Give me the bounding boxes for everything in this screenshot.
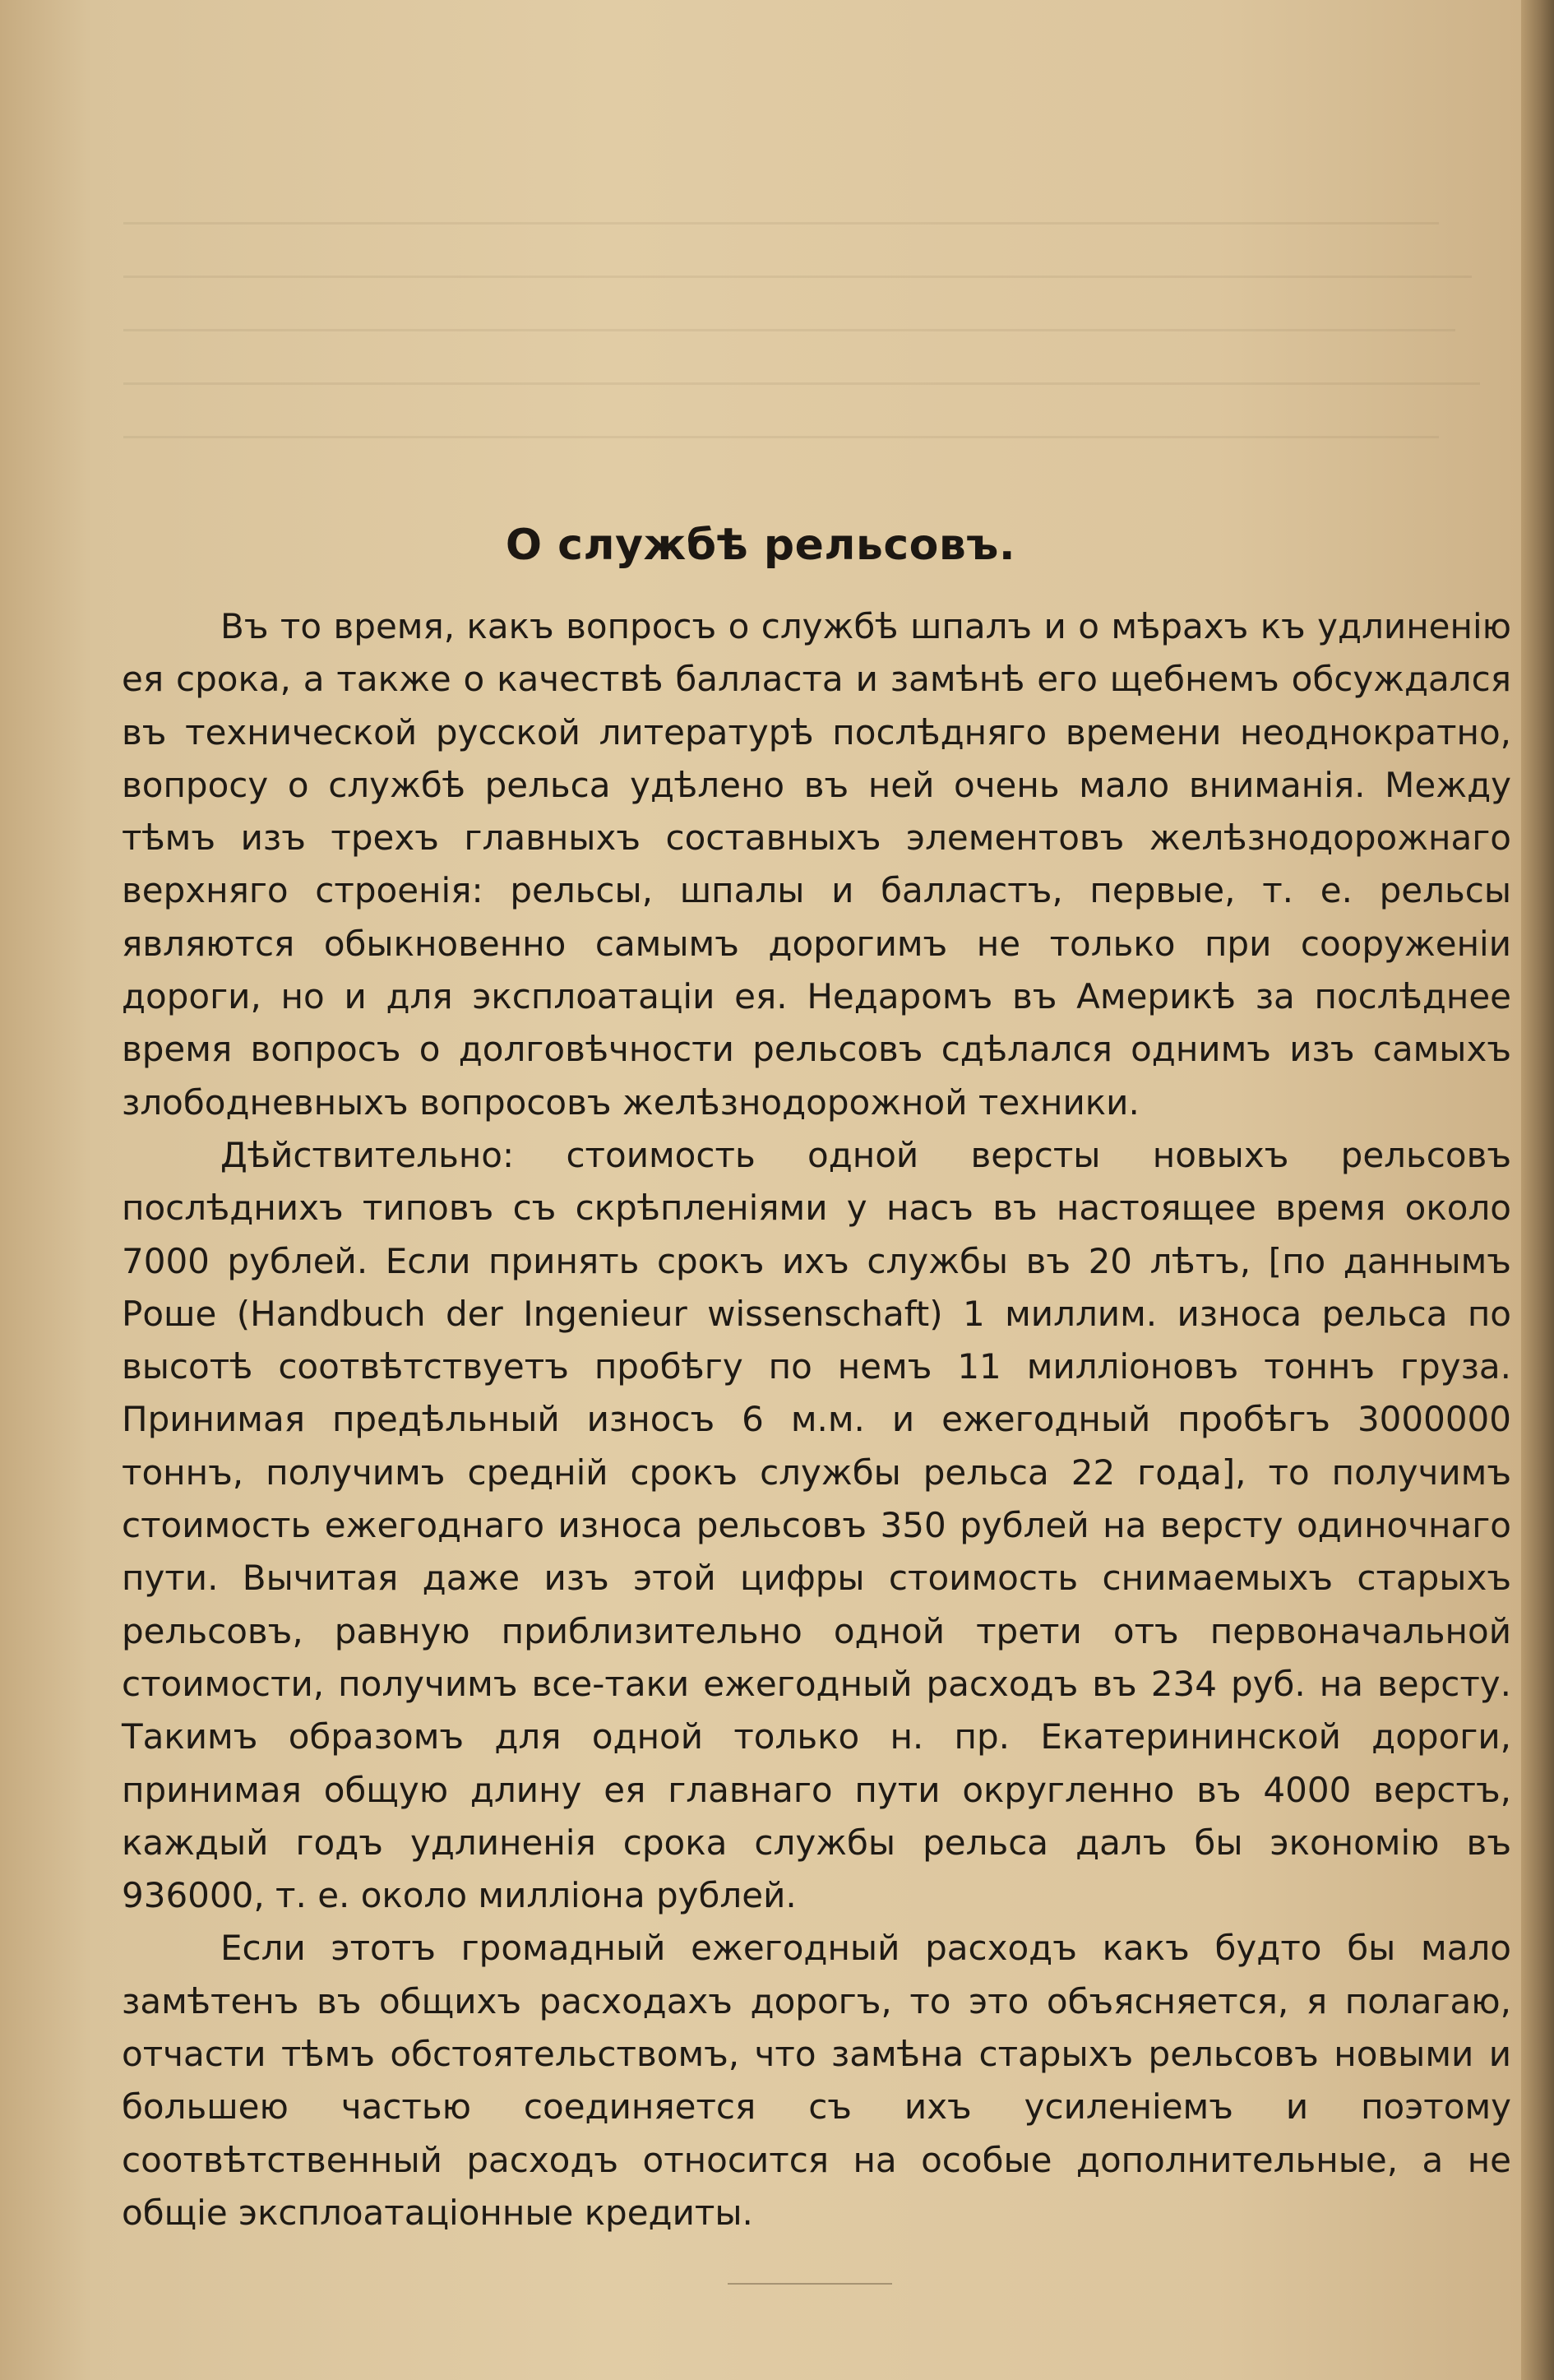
end-divider xyxy=(728,2283,892,2285)
bleed-through-line xyxy=(123,329,1455,331)
paragraph: Въ то время, какъ вопросъ о службѣ шпалъ и о мѣрахъ къ удлиненію ея срока, а также о качествѣ балласта и замѣнѣ его щебнемъ обсуждался въ технической русской литературѣ послѣдняго времени неоднократно, вопросу о службѣ рельса удѣлено въ ней очень мало вниманія. Между тѣмъ изъ трехъ главныхъ составныхъ элементовъ желѣзнодорожнаго верхняго строенія: рельсы, шпалы и балластъ, первые, т. е. рельсы являются обыкновенно самымъ дорогимъ не только при сооруженіи дороги, но и для эксплоатаціи ея. Недаромъ въ Америкѣ за послѣднее время вопросъ о долговѣчности рельсовъ сдѣлался однимъ изъ самыхъ злободневныхъ вопросовъ желѣзнодорожной техники. xyxy=(122,606,1511,1123)
bleed-through-line xyxy=(123,276,1472,278)
page-title: О службѣ рельсовъ. xyxy=(505,520,1016,570)
bleed-through-line xyxy=(123,436,1439,438)
bleed-through-line xyxy=(123,382,1480,385)
article-body xyxy=(122,600,1511,2239)
paragraph: Если этотъ громадный ежегодный расходъ какъ будто бы мало замѣтенъ въ общихъ расходахъ дорогъ, то это объясняется, я полагаю, отчасти тѣмъ обстоятельствомъ, что замѣна старыхъ рельсовъ новыми и большею частью соединяется съ ихъ усиленіемъ и поэтому соотвѣтственный расходъ относится на особые дополнительные, а не общіе эксплоатаціонные кредиты. xyxy=(122,1928,1511,2233)
paragraph: Дѣйствительно: стоимость одной версты новыхъ рельсовъ послѣднихъ типовъ съ скрѣпленіями у насъ въ настоящее время около 7000 рублей. Если принять срокъ ихъ службы въ 20 лѣтъ, [по даннымъ Роше (Handbuch der Ingenieur wissenschaft) 1 миллим. износа рельса по высотѣ соотвѣтствуетъ пробѣгу по немъ 11 милліоновъ тоннъ груза. Принимая предѣльный износъ 6 м.м. и ежегодный пробѣгъ 3000000 тоннъ, получимъ среднiй срокъ службы рельса 22 года], то получимъ стоимость ежегоднаго износа рельсовъ 350 рублей на версту одиночнаго пути. Вычитая даже изъ этой цифры стоимость снимаемыхъ старыхъ рельсовъ, равную приблизительно одной трети отъ первоначальной стоимости, получимъ все-таки ежегодный расходъ въ 234 руб. на версту. Такимъ образомъ для одной только н. пр. Екатерининской дороги, принимая общую длину ея главнаго пути округленно въ 4000 верстъ, каждый годъ удлиненія срока службы рельса далъ бы экономію въ 936000, т. е. около милліона рублей. xyxy=(122,1134,1511,1916)
bleed-through-line xyxy=(123,222,1439,225)
page-edge xyxy=(1521,0,1554,2380)
